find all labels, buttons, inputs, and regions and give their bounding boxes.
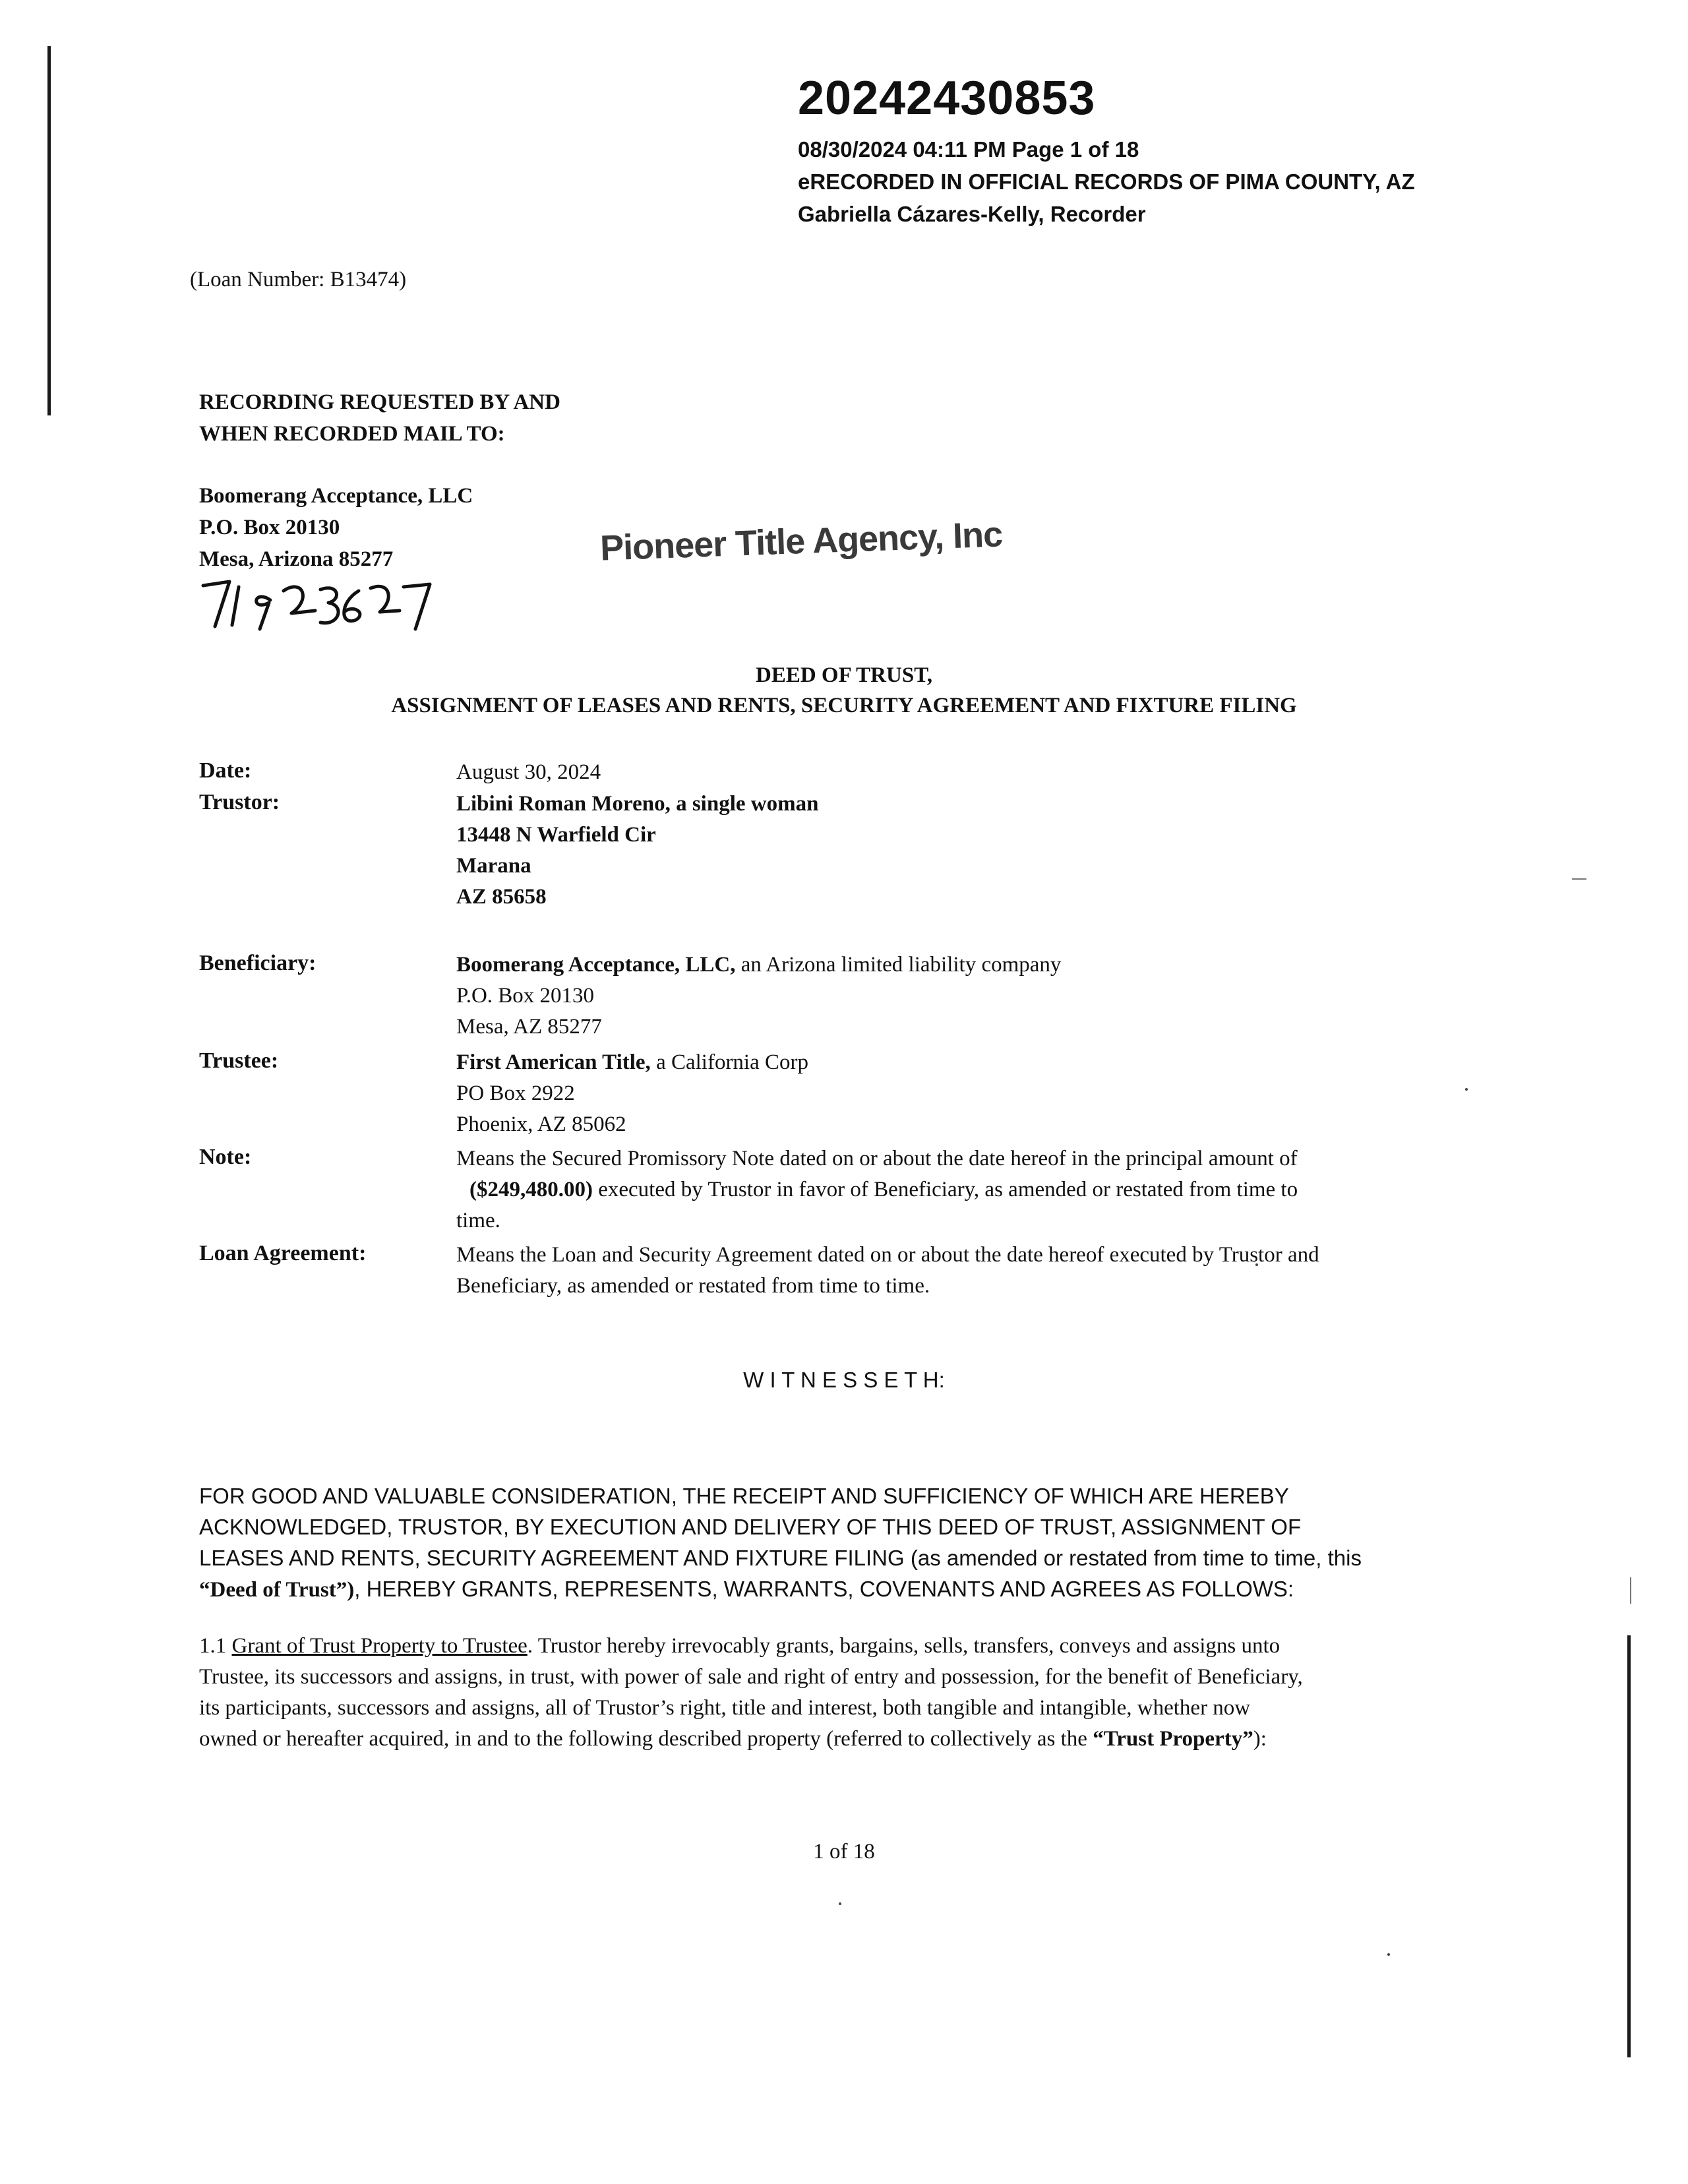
note-text: ($249,480.00) executed by Trustor in favor of Beneficiary, as amended or restated from time to <box>469 1178 1298 1201</box>
consideration-text: “Deed of Trust”), HEREBY GRANTS, REPRESENTS, WARRANTS, COVENANTS AND AGREES AS FOLLOWS: <box>199 1577 1294 1602</box>
beneficiary-description: an Arizona limited liability company <box>735 953 1062 977</box>
note-label: Note: <box>199 1145 252 1169</box>
trustee-label: Trustee: <box>199 1048 279 1073</box>
trustor-name: Libini Roman Moreno, a single woman <box>456 792 819 816</box>
section-1-1-text: 1.1 Grant of Trust Property to Trustee. Trustor hereby irrevocably grants, bargains, sells, transfers, conveys and assigns unto <box>199 1634 1281 1658</box>
loan-agreement-text: Means the Loan and Security Agreement dated on or about the date hereof executed by Trustor and <box>456 1243 1319 1267</box>
date-label: Date: <box>199 758 252 783</box>
loan-number: (Loan Number: B13474) <box>190 268 407 291</box>
trust-property-term: “Trust Property” <box>1093 1727 1253 1751</box>
section-1-1-text: Trustee, its successors and assigns, in trust, with power of sale and right of entry and possession, for the benefit of Beneficiary, <box>199 1665 1303 1689</box>
mail-to-name: Boomerang Acceptance, LLC <box>199 484 473 508</box>
handwritten-file-number <box>198 574 448 640</box>
title-agency-stamp: Pioneer Title Agency, Inc <box>599 514 1004 568</box>
consideration-text: FOR GOOD AND VALUABLE CONSIDERATION, THE RECEIPT AND SUFFICIENCY OF WHICH ARE HEREBY <box>199 1484 1289 1508</box>
trustee-name: First American Title, <box>456 1050 651 1074</box>
beneficiary-address-city: Mesa, AZ 85277 <box>456 1015 602 1039</box>
recording-number: 20242430853 <box>798 72 1096 125</box>
scan-mark <box>1572 878 1586 880</box>
beneficiary-label: Beneficiary: <box>199 951 316 975</box>
mail-to-heading: WHEN RECORDED MAIL TO: <box>199 422 505 446</box>
page-footer: 1 of 18 <box>813 1840 875 1864</box>
beneficiary-address-box: P.O. Box 20130 <box>456 984 595 1008</box>
trustor-address-street: 13448 N Warfield Cir <box>456 823 656 847</box>
trustee-address-city: Phoenix, AZ 85062 <box>456 1112 626 1136</box>
mail-to-box: P.O. Box 20130 <box>199 516 340 539</box>
note-text: time. <box>456 1209 500 1232</box>
consideration-text: LEASES AND RENTS, SECURITY AGREEMENT AND FIXTURE FILING (as amended or restated from time to time, this <box>199 1546 1362 1570</box>
scan-speck <box>1387 1953 1390 1956</box>
scan-speck <box>839 1902 841 1905</box>
recorder-name: Gabriella Cázares-Kelly, Recorder <box>798 202 1146 226</box>
section-1-1-heading: Grant of Trust Property to Trustee <box>231 1634 528 1658</box>
recording-datetime: 08/30/2024 04:11 PM Page 1 of 18 <box>798 137 1139 162</box>
document-title: DEED OF TRUST, <box>755 663 933 687</box>
trustor-address-city: Marana <box>456 854 531 878</box>
scan-mark <box>1630 1577 1631 1604</box>
document-subtitle: ASSIGNMENT OF LEASES AND RENTS, SECURITY AGREEMENT AND FIXTURE FILING <box>391 694 1297 717</box>
trustor-label: Trustor: <box>199 790 280 814</box>
mail-to-city: Mesa, Arizona 85277 <box>199 547 394 571</box>
recording-office: eRECORDED IN OFFICIAL RECORDS OF PIMA COUNTY, AZ <box>798 169 1415 194</box>
beneficiary-name: Boomerang Acceptance, LLC, <box>456 953 736 977</box>
section-1-1-text: owned or hereafter acquired, in and to the following described property (referred to collectively as the “Trust Property”): <box>199 1727 1267 1751</box>
deed-of-trust-term: “Deed of Trust”) <box>199 1578 355 1602</box>
beneficiary-line <box>456 950 1061 981</box>
loan-agreement-text: Beneficiary, as amended or restated from time to time. <box>456 1274 930 1298</box>
note-text: Means the Secured Promissory Note dated on or about the date hereof in the principal amount of <box>456 1147 1298 1170</box>
date-value: August 30, 2024 <box>456 760 601 784</box>
note-principal-amount: ($249,480.00) <box>469 1178 593 1201</box>
witnesseth-heading: W I T N E S S E T H: <box>743 1368 945 1392</box>
trustee-address-box: PO Box 2922 <box>456 1081 575 1105</box>
loan-agreement-label: Loan Agreement: <box>199 1241 367 1265</box>
mail-to-heading: RECORDING REQUESTED BY AND <box>199 390 560 414</box>
scan-speck <box>1465 1088 1468 1091</box>
trustor-address-zip: AZ 85658 <box>456 885 547 909</box>
section-1-1-text: its participants, successors and assigns, all of Trustor’s right, title and interest, both tangible and intangible, whether now <box>199 1696 1251 1720</box>
trustee-description: a California Corp <box>650 1050 808 1074</box>
consideration-text: ACKNOWLEDGED, TRUSTOR, BY EXECUTION AND DELIVERY OF THIS DEED OF TRUST, ASSIGNMENT OF <box>199 1515 1302 1539</box>
scan-margin-bar <box>47 46 51 415</box>
trustee-line <box>456 1047 808 1078</box>
